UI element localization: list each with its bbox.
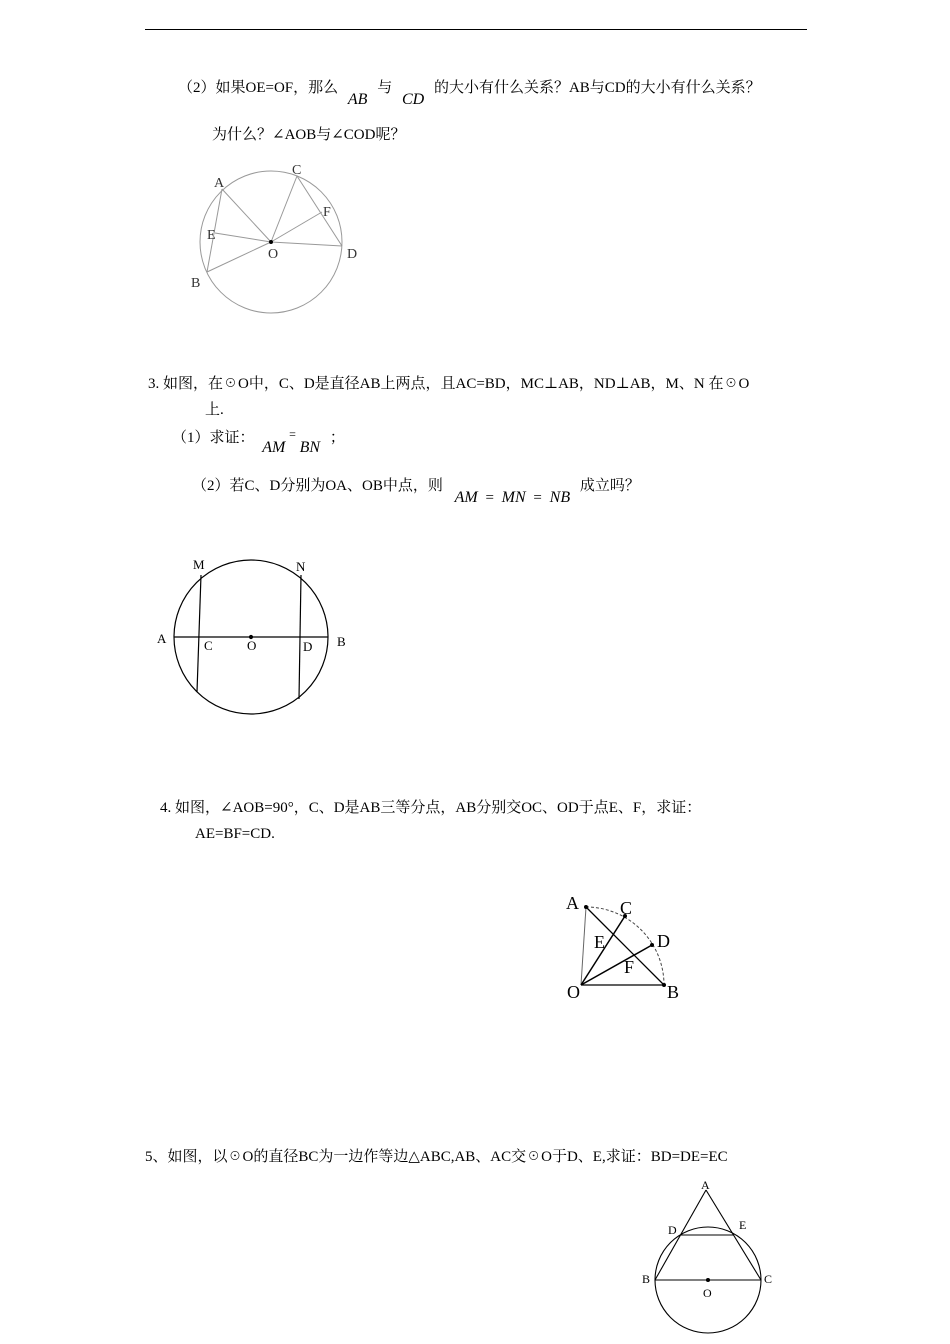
segment-oc (271, 176, 297, 242)
q3-text-line2: 上. (205, 402, 224, 418)
arc-nb: NB (549, 489, 571, 506)
figure-q2 (200, 171, 342, 313)
label-b-fig2: B (337, 634, 346, 649)
label-o-fig2: O (247, 638, 257, 653)
figure-q5 (655, 1190, 761, 1333)
label-c-fig2: C (204, 638, 213, 653)
label-c-fig3: C (620, 898, 633, 918)
label-d-fig4: D (668, 1223, 677, 1237)
q3-part1: （1）求证： AM = BN ； (172, 427, 345, 456)
label-e-fig4: E (739, 1218, 747, 1232)
segment-oe (215, 233, 271, 242)
arc-am-2: AM (454, 489, 478, 506)
label-d-fig2: D (303, 639, 313, 654)
center-point-o (269, 240, 273, 244)
segment-oa (222, 189, 271, 242)
label-m-fig2: M (193, 557, 205, 572)
label-c-fig4: C (764, 1272, 773, 1286)
label-a-fig2: A (157, 631, 167, 646)
segment-of (271, 212, 322, 242)
label-f-fig3: F (624, 957, 635, 977)
arc-am: AM (262, 439, 286, 456)
point-b-fig3 (662, 983, 666, 987)
label-o-fig4: O (703, 1286, 712, 1300)
arc-bn: BN (299, 439, 321, 456)
q4-text-line2: AE=BF=CD. (195, 826, 275, 842)
label-a-fig4: A (701, 1178, 710, 1192)
label-b-fig3: B (667, 982, 680, 1002)
label-a-fig3: A (566, 893, 579, 913)
segment-od (271, 242, 342, 246)
label-n-fig2: N (296, 559, 306, 574)
label-e-fig3: E (594, 932, 605, 952)
label-c-fig1: C (292, 163, 302, 178)
figure-q3 (174, 560, 328, 714)
label-b-fig4: B (642, 1272, 651, 1286)
segment-od-fig3 (581, 945, 652, 985)
point-a-fig3 (584, 905, 588, 909)
label-b-fig1: B (191, 276, 201, 291)
arc-mn: MN (501, 489, 526, 506)
q4-text-line1: 4. 如图，∠AOB=90°，C、D是AB三等分点，AB分别交OC、OD于点E、F，求证： (160, 800, 702, 816)
q2-text-line2: 为什么？∠AOB与∠COD呢？ (212, 127, 406, 143)
point-d-fig3 (650, 943, 654, 947)
segment-ob (207, 242, 271, 272)
label-f-fig1: F (323, 205, 331, 220)
arc-ab: AB (347, 91, 368, 108)
center-point-o-fig4 (707, 1279, 710, 1282)
segment-mc (197, 575, 201, 692)
q3-text-line1: 3. 如图，在☉O中，C、D是直径AB上两点，且AC=BD，MC⊥AB，ND⊥AB，M、N 在☉O (148, 376, 750, 392)
label-o-fig1: O (268, 247, 279, 262)
label-d-fig3: D (657, 931, 670, 951)
label-e-fig1: E (207, 228, 216, 243)
q5-text-line1: 5、如图，以☉O的直径BC为一边作等边△ABC,AB、AC交☉O于D、E,求证：BD=DE=EC (145, 1149, 728, 1165)
label-d-fig1: D (347, 247, 358, 262)
label-o-fig3: O (567, 982, 580, 1002)
q2-text-line1: （2）如果OE=OF，那么 AB 与 CD 的大小有什么关系？AB与CD的大小有什么关系？ (178, 80, 761, 108)
q3-part2: （2）若C、D分别为OA、OB中点，则 AM = MN = NB 成立吗？ (192, 478, 640, 506)
segment-oa-fig3 (581, 907, 586, 985)
label-a-fig1: A (214, 176, 225, 191)
arc-cd: CD (401, 91, 425, 108)
